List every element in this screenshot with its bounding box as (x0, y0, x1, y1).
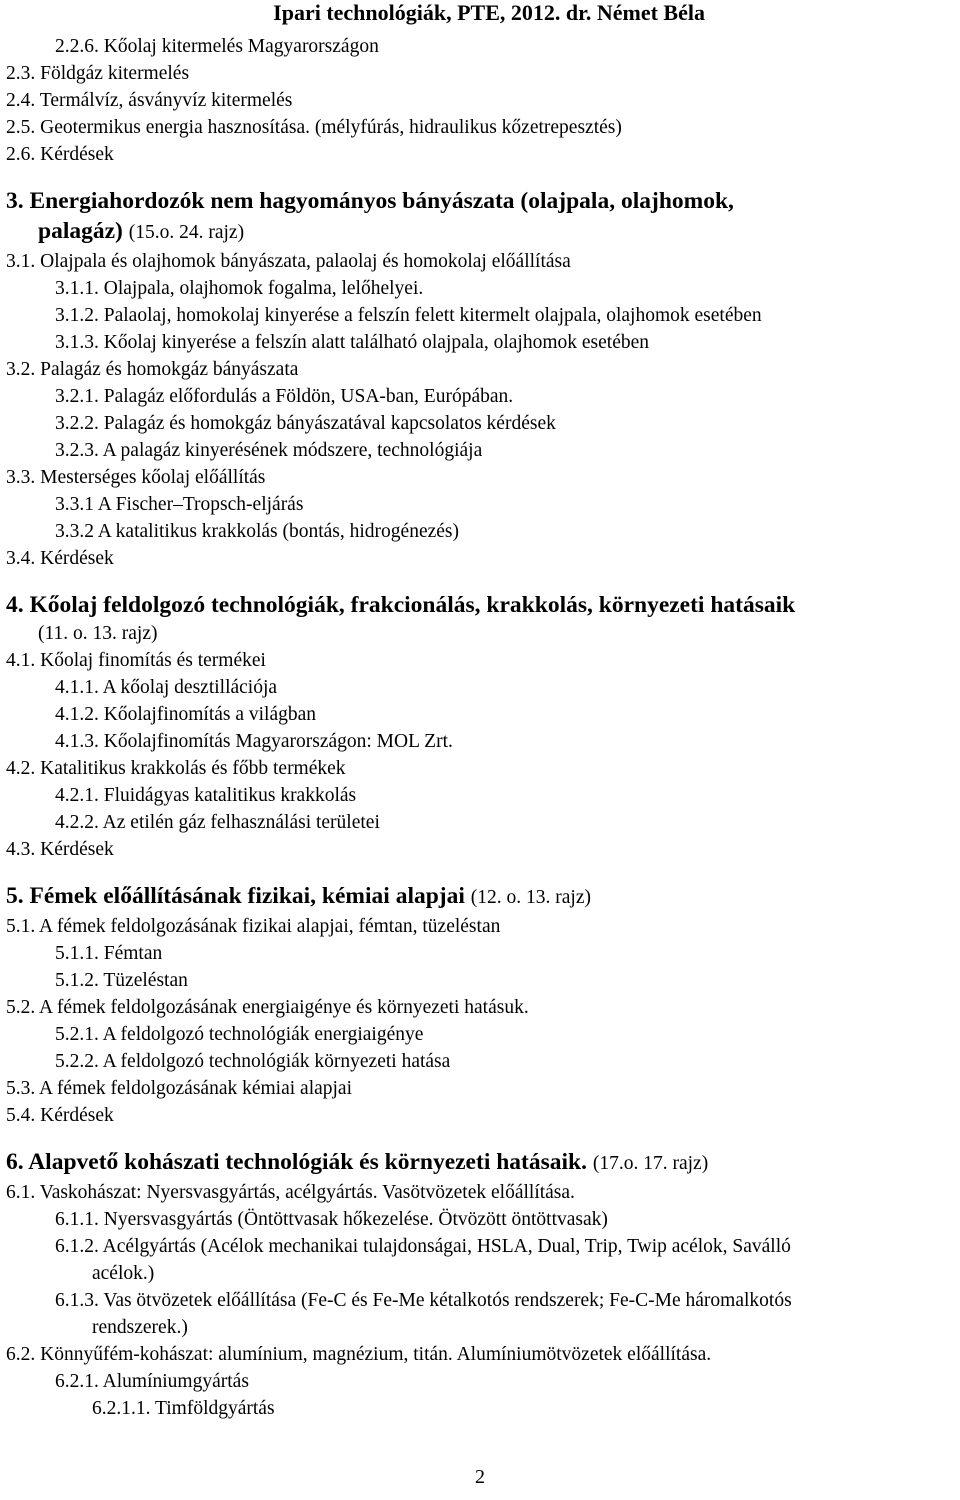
heading-reference: (17.o. 17. rajz) (592, 1153, 709, 1174)
toc-entry: 6.1.2. Acélgyártás (Acélok mechanikai tulajdonságai, HSLA, Dual, Trip, Twip acélok, Saválló (55, 1236, 791, 1257)
toc-entry: 3.2. Palagáz és homokgáz bányászata (6, 359, 299, 380)
heading-text: palagáz) (38, 218, 123, 244)
toc-entry: 4.2.2. Az etilén gáz felhasználási területei (55, 812, 380, 833)
section-heading-3-continued (0, 216, 960, 248)
toc-entry: 4.2.1. Fluidágyas katalitikus krakkolás (55, 785, 357, 806)
toc-entry: 6.1. Vaskohászat: Nyersvasgyártás, acélgyártás. Vasötvözetek előállítása. (6, 1182, 575, 1203)
heading-reference: (11. o. 13. rajz) (38, 623, 158, 644)
toc-entry: 3.3. Mesterséges kőolaj előállítás (6, 467, 266, 488)
toc-entry: 3.3.2 A katalitikus krakkolás (bontás, hidrogénezés) (55, 521, 459, 542)
section-gap (0, 863, 960, 881)
toc-entry: 2.2.6. Kőolaj kitermelés Magyarországon (55, 36, 379, 57)
section-gap (0, 1129, 960, 1147)
toc-entry: 3.1.3. Kőolaj kinyerése a felszín alatt található olajpala, olajhomok esetében (55, 332, 649, 353)
toc-entry: 3.2.3. A palagáz kinyerésének módszere, technológiája (55, 440, 483, 461)
table-of-contents (0, 33, 960, 1422)
toc-entry: 5.2.1. A feldolgozó technológiák energiaigénye (55, 1024, 424, 1045)
toc-entry: 5.1.2. Tüzeléstan (55, 970, 188, 991)
toc-entry: 2.3. Földgáz kitermelés (6, 63, 190, 84)
toc-entry-continued: acélok.) (92, 1263, 155, 1284)
section-heading-4 (0, 590, 960, 620)
page-number: 2 (475, 1466, 485, 1488)
section-gap (0, 572, 960, 590)
toc-entry: 6.2. Könnyűfém-kohászat: alumínium, magnézium, titán. Alumíniumötvözetek előállítása. (6, 1344, 712, 1365)
toc-entry: 4.2. Katalitikus krakkolás és főbb termékek (6, 758, 346, 779)
toc-entry: 3.1. Olajpala és olajhomok bányászata, palaolaj és homokolaj előállítása (6, 251, 571, 272)
toc-entry: 4.1. Kőolaj finomítás és termékei (6, 650, 266, 671)
toc-entry: 3.4. Kérdések (6, 548, 114, 569)
toc-entry: 6.1.1. Nyersvasgyártás (Öntöttvasak hőkezelése. Ötvözött öntöttvasak) (55, 1209, 608, 1230)
toc-entry: 4.3. Kérdések (6, 839, 114, 860)
toc-entry: 5.1.1. Fémtan (55, 943, 163, 964)
heading-text: 4. Kőolaj feldolgozó technológiák, frakcionálás, krakkolás, környezeti hatásaik (6, 592, 796, 618)
toc-entry: 3.1.2. Palaolaj, homokolaj kinyerése a felszín felett kitermelt olajpala, olajhomok esetében (55, 305, 762, 326)
toc-entry: 2.6. Kérdések (6, 144, 114, 165)
toc-entry: 5.1. A fémek feldolgozásának fizikai alapjai, fémtan, tüzeléstan (6, 916, 501, 937)
toc-entry: 2.5. Geotermikus energia hasznosítása. (mélyfúrás, hidraulikus kőzetrepesztés) (6, 117, 622, 138)
toc-entry: 4.1.1. A kőolaj desztillációja (55, 677, 278, 698)
toc-entry: 4.1.2. Kőolajfinomítás a világban (55, 704, 317, 725)
toc-entry: 5.3. A fémek feldolgozásának kémiai alapjai (6, 1078, 353, 1099)
toc-entry: 5.2.2. A feldolgozó technológiák környezeti hatása (55, 1051, 451, 1072)
heading-text: 6. Alapvető kohászati technológiák és környezeti hatásaik. (6, 1149, 587, 1175)
heading-text: 5. Fémek előállításának fizikai, kémiai alapjai (6, 883, 465, 909)
toc-entry-continued: rendszerek.) (92, 1317, 188, 1338)
toc-entry: 2.4. Termálvíz, ásványvíz kitermelés (6, 90, 293, 111)
toc-entry: 3.2.2. Palagáz és homokgáz bányászatával kapcsolatos kérdések (55, 413, 556, 434)
section-heading-6 (0, 1147, 960, 1179)
toc-entry: 6.2.1. Alumíniumgyártás (55, 1371, 249, 1392)
page-header: Ipari technológiák, PTE, 2012. dr. Német Béla (273, 0, 705, 25)
toc-entry: 6.1.3. Vas ötvözetek előállítása (Fe-C és Fe-Me kétalkotós rendszerek; Fe-C-Me háromalkotós (55, 1290, 792, 1311)
toc-entry: 5.2. A fémek feldolgozásának energiaigénye és környezeti hatásuk. (6, 997, 529, 1018)
toc-entry: 5.4. Kérdések (6, 1105, 114, 1126)
toc-entry: 3.1.1. Olajpala, olajhomok fogalma, lelőhelyei. (55, 278, 424, 299)
heading-reference: (12. o. 13. rajz) (470, 887, 591, 908)
section-heading-5 (0, 881, 960, 913)
heading-text: 3. Energiahordozók nem hagyományos bányászata (olajpala, olajhomok, (6, 188, 734, 214)
toc-entry: 6.2.1.1. Timföldgyártás (92, 1398, 275, 1419)
section-heading-3 (0, 186, 960, 216)
toc-entry: 3.2.1. Palagáz előfordulás a Földön, USA-ban, Európában. (55, 386, 514, 407)
section-gap (0, 168, 960, 186)
heading-reference: (15.o. 24. rajz) (128, 222, 245, 243)
toc-entry: 4.1.3. Kőolajfinomítás Magyarországon: MOL Zrt. (55, 731, 453, 752)
toc-entry: 3.3.1 A Fischer–Tropsch-eljárás (55, 494, 304, 515)
